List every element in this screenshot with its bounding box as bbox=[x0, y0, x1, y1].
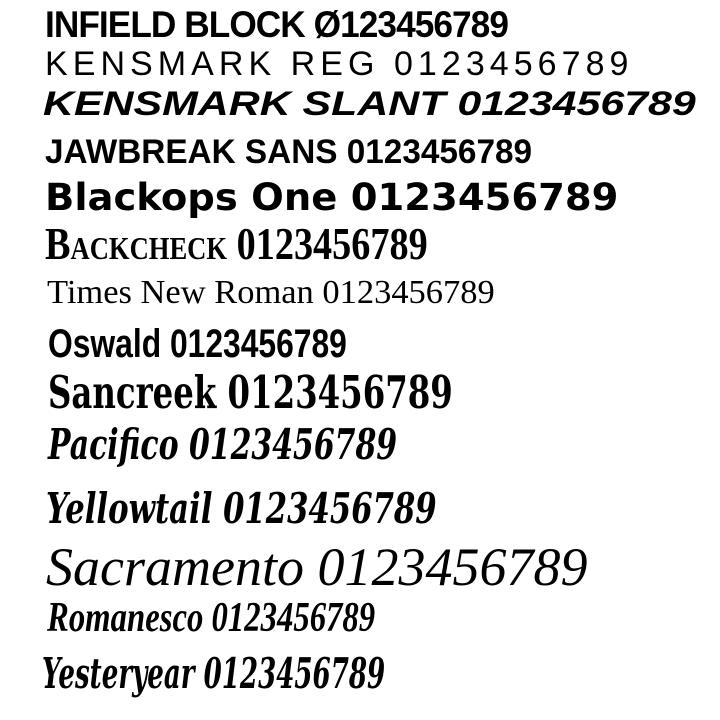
font-name: Backcheck bbox=[45, 218, 228, 269]
font-name: KENSMARK REG bbox=[45, 45, 380, 83]
font-row-yesteryear bbox=[42, 649, 386, 698]
font-row-backcheck bbox=[45, 218, 428, 269]
font-name: Yesteryear bbox=[42, 649, 195, 698]
digit-sample: 0123456789 bbox=[211, 595, 376, 641]
font-row-blackops-one bbox=[45, 176, 619, 219]
digit-sample: 0123456789 bbox=[393, 45, 634, 83]
font-name: Sacramento bbox=[46, 537, 304, 597]
font-row-oswald bbox=[48, 324, 347, 364]
digit-sample: 0123456789 bbox=[203, 649, 386, 698]
digit-sample: Ø123456789 bbox=[313, 4, 508, 45]
font-name: Oswald bbox=[48, 322, 162, 366]
font-name: JAWBREAK SANS bbox=[45, 133, 338, 171]
font-row-romanesco bbox=[47, 597, 375, 639]
font-name: Sancreek bbox=[48, 366, 217, 419]
digit-sample: 0123456789 bbox=[227, 366, 453, 419]
digit-sample: 0123456789 bbox=[317, 537, 588, 597]
font-row-yellowtail bbox=[46, 484, 437, 533]
digit-sample: 0123456789 bbox=[346, 133, 533, 171]
digit-sample: 0123456789 bbox=[169, 322, 347, 366]
digit-sample: 0123456789 bbox=[223, 484, 437, 533]
font-row-infield-block bbox=[45, 6, 508, 43]
font-name: Yellowtail bbox=[46, 484, 213, 533]
font-row-pacifico bbox=[48, 420, 398, 469]
font-row-kensmark-slant bbox=[43, 87, 696, 121]
digit-sample: 0123456789 bbox=[236, 218, 428, 269]
font-name: Pacifico bbox=[48, 420, 179, 469]
font-name: Blackops One bbox=[45, 176, 338, 219]
font-row-times-new-roman bbox=[47, 276, 495, 310]
digit-sample: 0123456789 bbox=[350, 176, 619, 219]
digit-sample: 0123456789 bbox=[457, 85, 696, 123]
font-name: Times New Roman bbox=[47, 274, 314, 311]
font-name: Romanesco bbox=[47, 595, 204, 641]
font-row-kensmark-reg bbox=[45, 47, 634, 81]
font-name: KENSMARK SLANT bbox=[43, 85, 446, 123]
font-row-sancreek bbox=[48, 366, 453, 419]
digit-sample: 0123456789 bbox=[322, 274, 495, 311]
font-row-sacramento bbox=[46, 537, 588, 597]
digit-sample: 0123456789 bbox=[188, 420, 398, 469]
font-name: INFIELD BLOCK bbox=[45, 4, 305, 45]
font-row-jawbreak-sans bbox=[45, 135, 532, 169]
